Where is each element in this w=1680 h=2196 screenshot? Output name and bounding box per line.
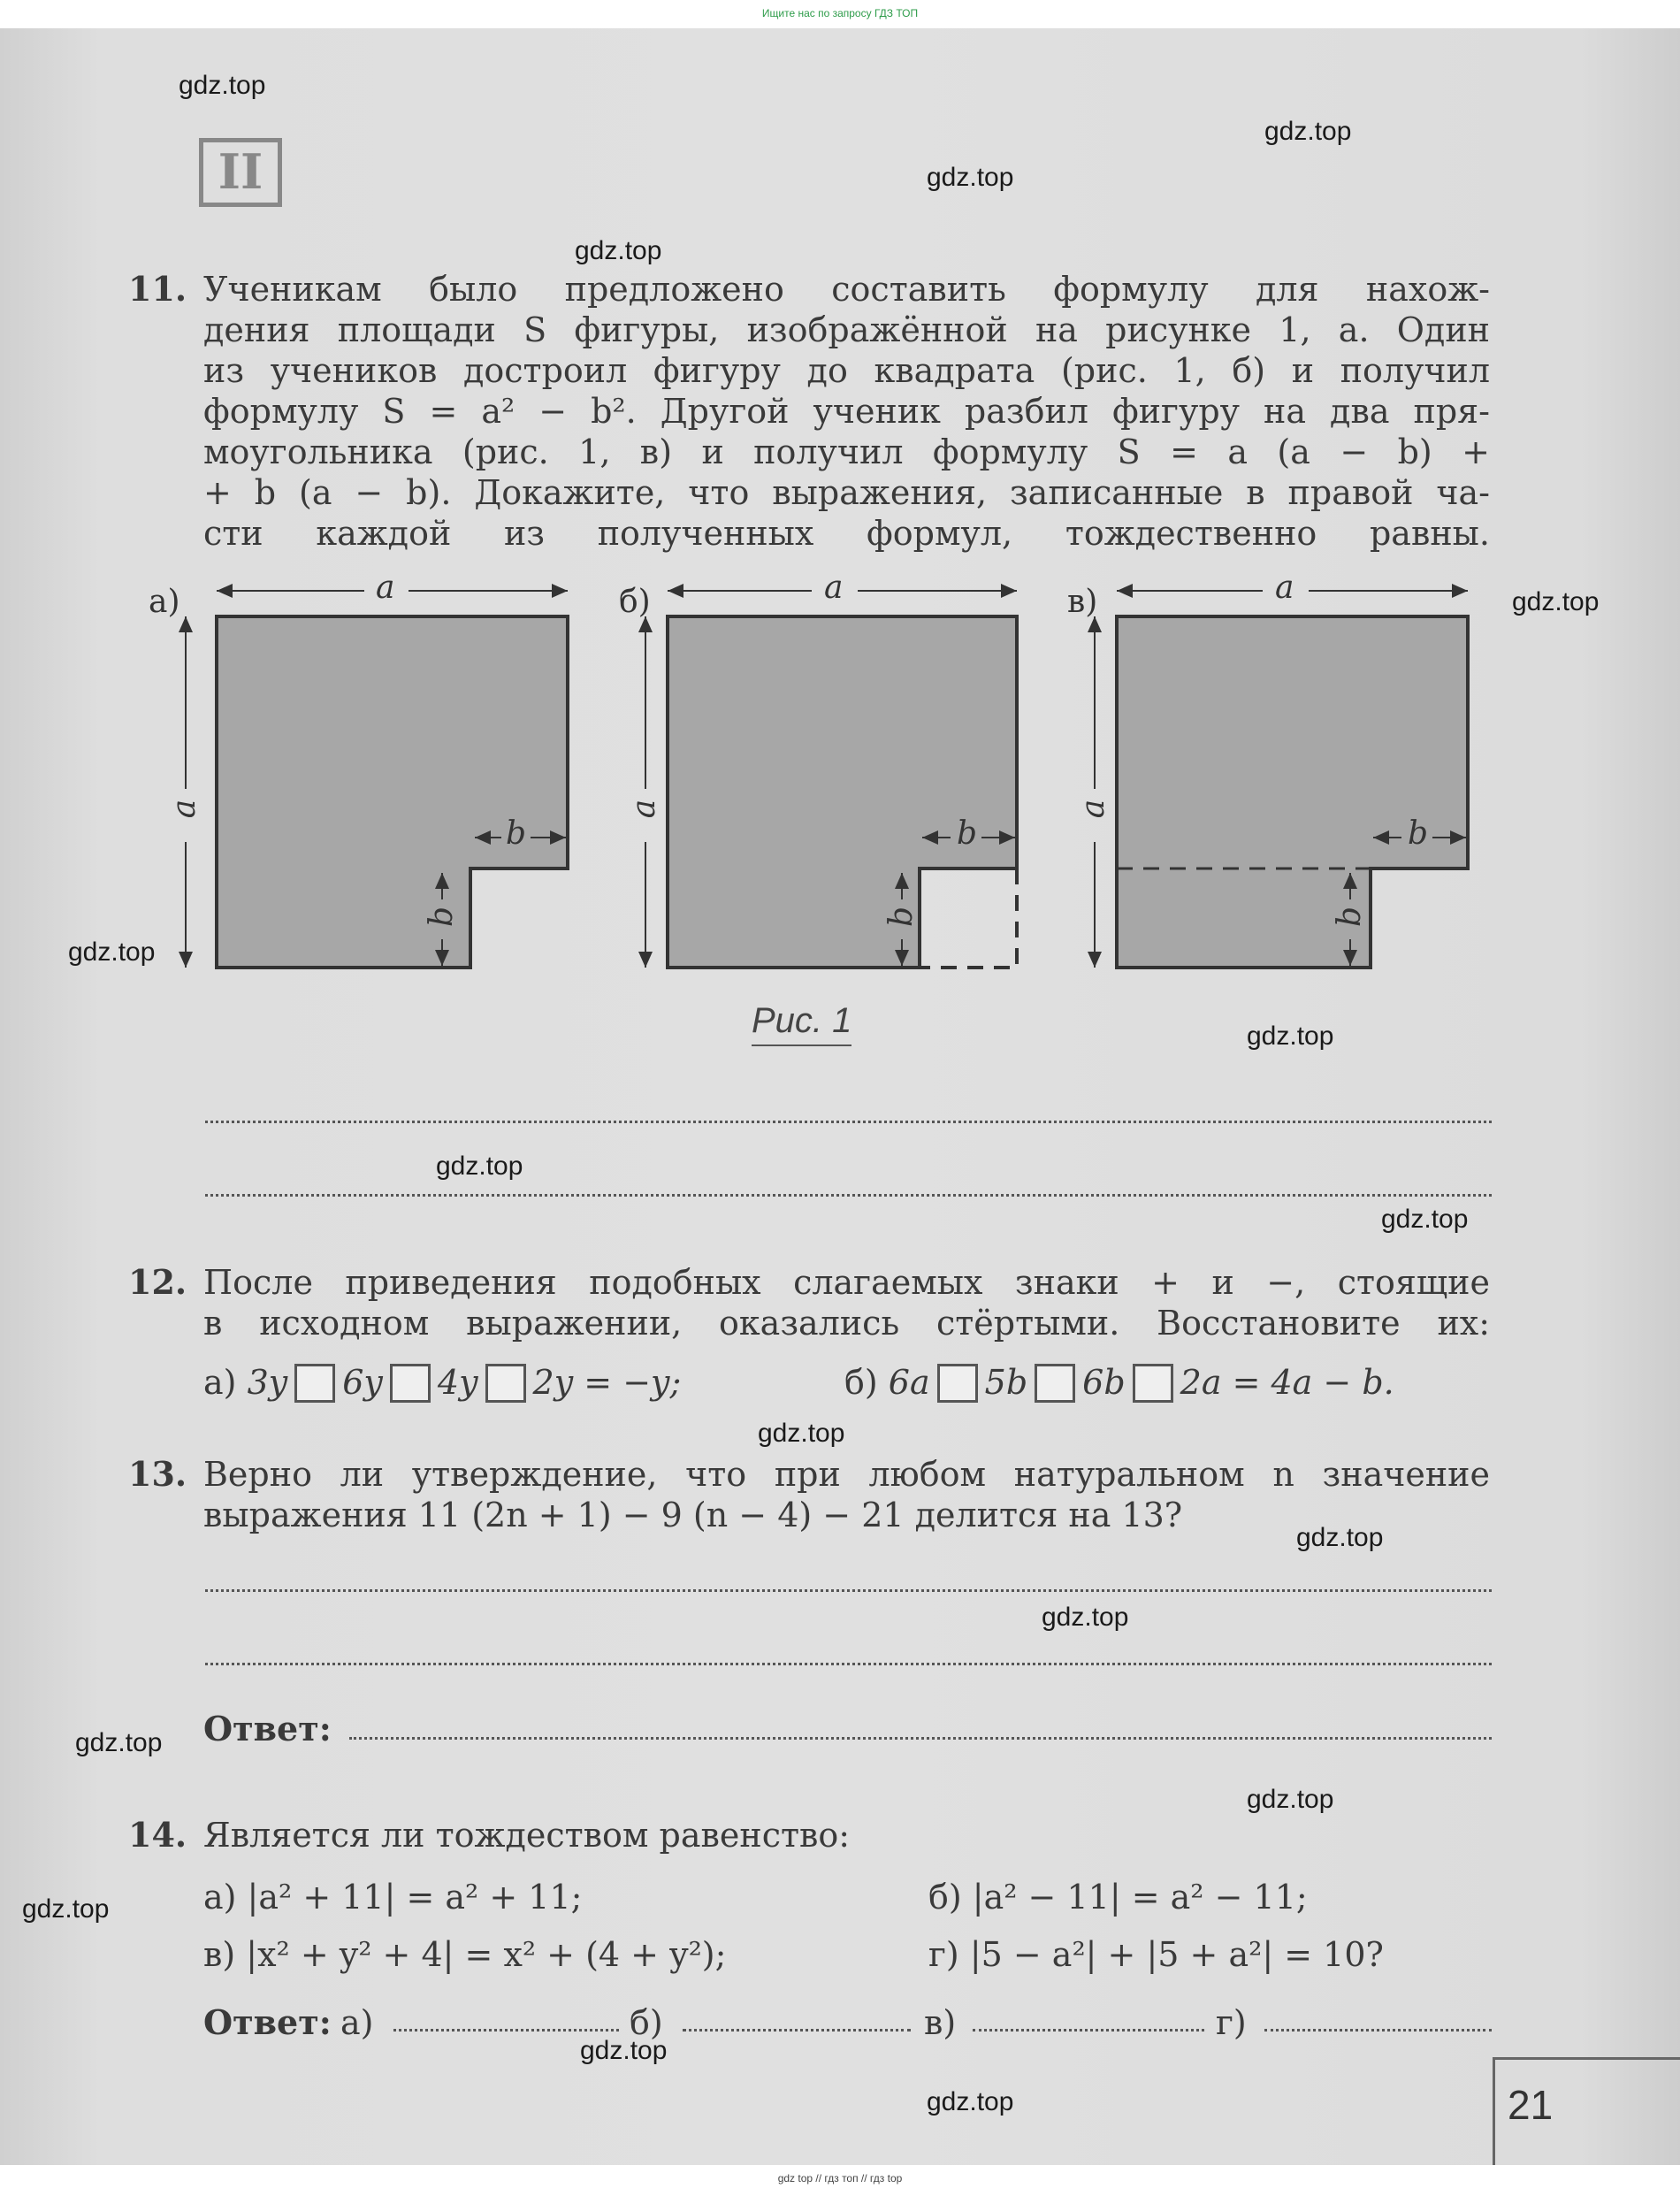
side-b-label: b (1332, 906, 1369, 928)
task-14-d: г) |5 − a²| + |5 + a²| = 10? (928, 1935, 1384, 1974)
page-number: 21 (1493, 2057, 1680, 2165)
task-14-question: Является ли тождеством равенство: (203, 1816, 851, 1855)
side-a-label: a (1275, 570, 1294, 606)
figure-1 (0, 28, 1680, 1045)
task-11-line: моугольника (рис. 1, в) и получил формулу S = a (a − b) + (203, 432, 1490, 471)
watermark: gdz.top (436, 1152, 523, 1181)
answer-d-line[interactable] (1264, 2029, 1492, 2031)
task-11-line: сти каждой из полученных формул, тождественно равны. (203, 514, 1490, 553)
task-13-number: 13. (128, 1454, 187, 1494)
figure-c (1095, 591, 1468, 968)
answer-b-label: б) (630, 2003, 663, 2042)
answer-line (205, 1194, 1492, 1197)
watermark: gdz.top (580, 2036, 668, 2065)
watermark: gdz.top (1512, 587, 1600, 616)
sign-box[interactable] (485, 1364, 526, 1403)
top-banner: Ищите нас по запросу ГДЗ ТОП (761, 7, 919, 19)
task-11-line: из учеников достроил фигуру до квадрата (рис. 1, б) и получил (203, 351, 1490, 390)
l-shape-b (668, 616, 1017, 968)
side-b-label: b (1408, 815, 1429, 852)
watermark: gdz.top (179, 71, 266, 100)
answer-line[interactable] (349, 1737, 1492, 1740)
l-shape-a (217, 616, 568, 968)
watermark: gdz.top (575, 236, 662, 265)
watermark: gdz.top (758, 1419, 845, 1448)
task-14-c: в) |x² + y² + 4| = x² + (4 + y²); (203, 1935, 727, 1974)
textbook-page (0, 28, 1680, 2165)
side-a-label: a (1075, 799, 1112, 819)
side-a-label: a (626, 799, 663, 819)
task-12-line: в исходном выражении, оказались стёртыми. Восстановите их: (203, 1304, 1490, 1343)
answer-a-label: а) (340, 2003, 374, 2042)
task-11-line: формулу S = a² − b². Другой ученик разбил фигуру на два пря- (203, 392, 1490, 431)
side-b-label: b (883, 906, 920, 928)
completion-dashes (920, 868, 1017, 968)
figure-a (186, 591, 568, 968)
task-12-line: После приведения подобных слагаемых знаки + и −, стоящие (203, 1263, 1490, 1302)
figure-a-label: а) (149, 584, 180, 620)
watermark: gdz.top (22, 1894, 110, 1924)
side-a-label: a (376, 570, 395, 606)
figure-b (645, 591, 1017, 968)
watermark: gdz.top (1247, 1785, 1334, 1814)
task-13-line: выражения 11 (2n + 1) − 9 (n − 4) − 21 делится на 13? (203, 1496, 1183, 1534)
watermark: gdz.top (1247, 1021, 1334, 1051)
watermark: gdz.top (75, 1728, 163, 1757)
watermark: gdz.top (927, 163, 1014, 192)
side-b-label: b (506, 815, 527, 852)
answer-line (205, 1121, 1492, 1123)
answer-line (205, 1589, 1492, 1592)
sign-box[interactable] (937, 1364, 978, 1403)
answer-c-label: в) (924, 2003, 957, 2042)
side-a-label: a (166, 799, 203, 819)
task-12-number: 12. (128, 1262, 187, 1302)
answer-a-line[interactable] (393, 2029, 619, 2031)
task-14-b: б) |a² − 11| = a² − 11; (928, 1878, 1308, 1917)
watermark: gdz.top (1042, 1603, 1129, 1632)
task-12-part-b: б) 6a 5b 6b 2a = 4a − b. (844, 1363, 1394, 1402)
task-11-line: Ученикам было предложено составить формулу для нахож- (203, 270, 1490, 309)
watermark: gdz.top (1296, 1523, 1384, 1552)
figure-caption: Рис. 1 (752, 1001, 851, 1046)
side-b-label: b (424, 906, 461, 928)
task-11-line: + b (a − b). Докажите, что выражения, записанные в правой ча- (203, 473, 1490, 512)
sign-box[interactable] (390, 1364, 431, 1403)
l-shape-c (1117, 616, 1468, 968)
watermark: gdz.top (927, 2087, 1014, 2116)
watermark: gdz.top (1381, 1205, 1469, 1234)
sign-box[interactable] (1035, 1364, 1075, 1403)
side-a-label: a (824, 570, 844, 606)
answer-label: Ответ: (203, 2002, 332, 2042)
task-14-number: 14. (128, 1815, 187, 1855)
answer-label: Ответ: (203, 1709, 332, 1748)
task-12-part-a: а) 3y 6y 4y 2y = −y; (203, 1363, 682, 1402)
figure-c-label: в) (1067, 584, 1098, 620)
answer-d-label: г) (1216, 2003, 1247, 2042)
bottom-banner: gdz top // гдз топ // гдз top (777, 2172, 903, 2185)
task-11-number: 11. (128, 269, 187, 309)
section-mark: II (199, 138, 282, 207)
task-13-line: Верно ли утверждение, что при любом натуральном n значение (203, 1455, 1490, 1494)
watermark: gdz.top (1264, 117, 1352, 146)
task-14-a: а) |a² + 11| = a² + 11; (203, 1878, 583, 1917)
side-b-label: b (957, 815, 978, 852)
sign-box[interactable] (1133, 1364, 1173, 1403)
answer-line (205, 1663, 1492, 1665)
answer-b-line[interactable] (683, 2029, 911, 2031)
answer-c-line[interactable] (973, 2029, 1204, 2031)
sign-box[interactable] (294, 1364, 335, 1403)
task-11-line: дения площади S фигуры, изображённой на рисунке 1, a. Один (203, 310, 1490, 349)
watermark: gdz.top (68, 937, 156, 967)
figure-b-label: б) (619, 584, 651, 620)
